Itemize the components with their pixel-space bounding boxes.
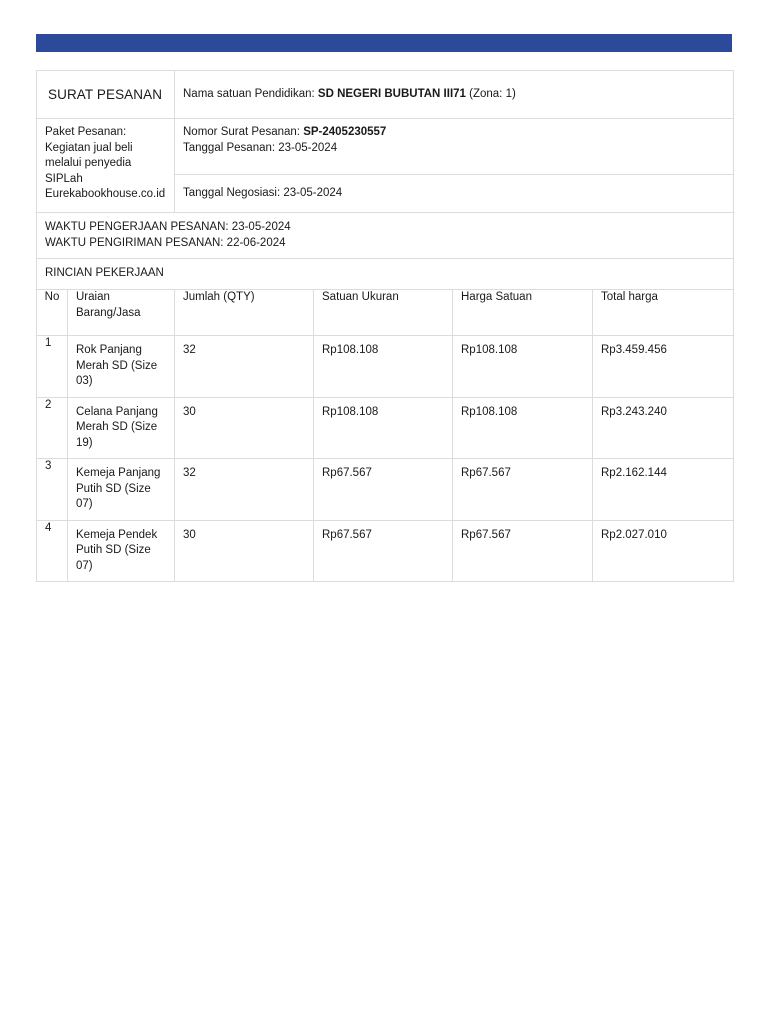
item-no: 3 [37, 459, 68, 521]
item-price: Rp108.108 [453, 397, 593, 459]
item-description [68, 520, 175, 582]
package-line: SIPLah [45, 172, 83, 185]
item-price: Rp67.567 [453, 520, 593, 582]
item-description-line: Kemeja Panjang [76, 467, 161, 479]
item-description [68, 397, 175, 459]
item-total: Rp3.459.456 [593, 336, 734, 398]
item-description-line: Kemeja Pendek [76, 528, 158, 541]
table-row [37, 520, 734, 582]
item-qty: 30 [175, 397, 314, 459]
item-unit: Rp108.108 [314, 397, 453, 459]
table-row [37, 397, 734, 459]
column-header-description-line: Barang/Jasa [76, 306, 141, 319]
item-qty: 32 [175, 459, 314, 521]
timeline-info [37, 213, 734, 259]
item-qty: 30 [175, 520, 314, 582]
package-line: Kegiatan jual beli [45, 141, 133, 154]
order-table [36, 70, 734, 582]
delivery-time: WAKTU PENGIRIMAN PESANAN: 22-06-2024 [45, 236, 286, 249]
column-header-total: Total harga [593, 290, 734, 336]
order-number: SP-2405230557 [303, 126, 387, 138]
item-no: 1 [37, 336, 68, 398]
column-header-price: Harga Satuan [453, 290, 593, 336]
item-description [68, 459, 175, 521]
column-header-description [68, 290, 175, 336]
item-qty: 32 [175, 336, 314, 398]
table-row [37, 336, 734, 398]
document-title: SURAT PESANAN [37, 71, 175, 119]
column-header-description-line: Uraian [76, 291, 110, 303]
school-zone: (Zona: 1) [469, 87, 516, 100]
package-label: Paket Pesanan: [45, 126, 127, 138]
school-info [175, 71, 734, 119]
item-description-line: Celana Panjang [76, 405, 158, 418]
item-description-line: Merah SD (Size [76, 421, 158, 433]
details-title: RINCIAN PEKERJAAN [37, 259, 734, 290]
package-info [37, 119, 175, 213]
item-total: Rp2.162.144 [593, 459, 734, 521]
item-description [68, 336, 175, 398]
item-description-line: Putih SD (Size [76, 544, 151, 556]
item-no: 2 [37, 397, 68, 459]
package-line: Eurekabookhouse.co.id [45, 188, 166, 200]
work-time: WAKTU PENGERJAAN PESANAN: 23-05-2024 [45, 221, 291, 233]
order-date: Tanggal Pesanan: 23-05-2024 [183, 141, 338, 154]
item-unit: Rp67.567 [314, 459, 453, 521]
negotiation-date: Tanggal Negosiasi: 23-05-2024 [175, 175, 734, 213]
item-price: Rp108.108 [453, 336, 593, 398]
school-name: SD NEGERI BUBUTAN III71 [317, 87, 466, 100]
item-unit: Rp67.567 [314, 520, 453, 582]
item-description-line: 03) [76, 375, 93, 387]
column-header-qty: Jumlah (QTY) [175, 290, 314, 336]
item-description-line: Putih SD (Size [76, 482, 151, 495]
header-bar [36, 34, 732, 52]
item-description-line: Merah SD (Size [76, 359, 158, 372]
item-unit: Rp108.108 [314, 336, 453, 398]
item-total: Rp3.243.240 [593, 397, 734, 459]
item-price: Rp67.567 [453, 459, 593, 521]
item-description-line: Rok Panjang [76, 344, 142, 356]
table-row [37, 459, 734, 521]
item-no: 4 [37, 520, 68, 582]
item-description-line: 07) [76, 559, 93, 572]
school-label: Nama satuan Pendidikan: [183, 87, 315, 100]
item-total: Rp2.027.010 [593, 520, 734, 582]
item-description-line: 07) [76, 498, 93, 510]
item-description-line: 19) [76, 436, 93, 449]
order-number-info [175, 119, 734, 175]
column-header-unit: Satuan Ukuran [314, 290, 453, 336]
package-line: melalui penyedia [45, 157, 132, 169]
order-number-label: Nomor Surat Pesanan: [183, 126, 300, 138]
column-header-no: No [37, 290, 68, 336]
